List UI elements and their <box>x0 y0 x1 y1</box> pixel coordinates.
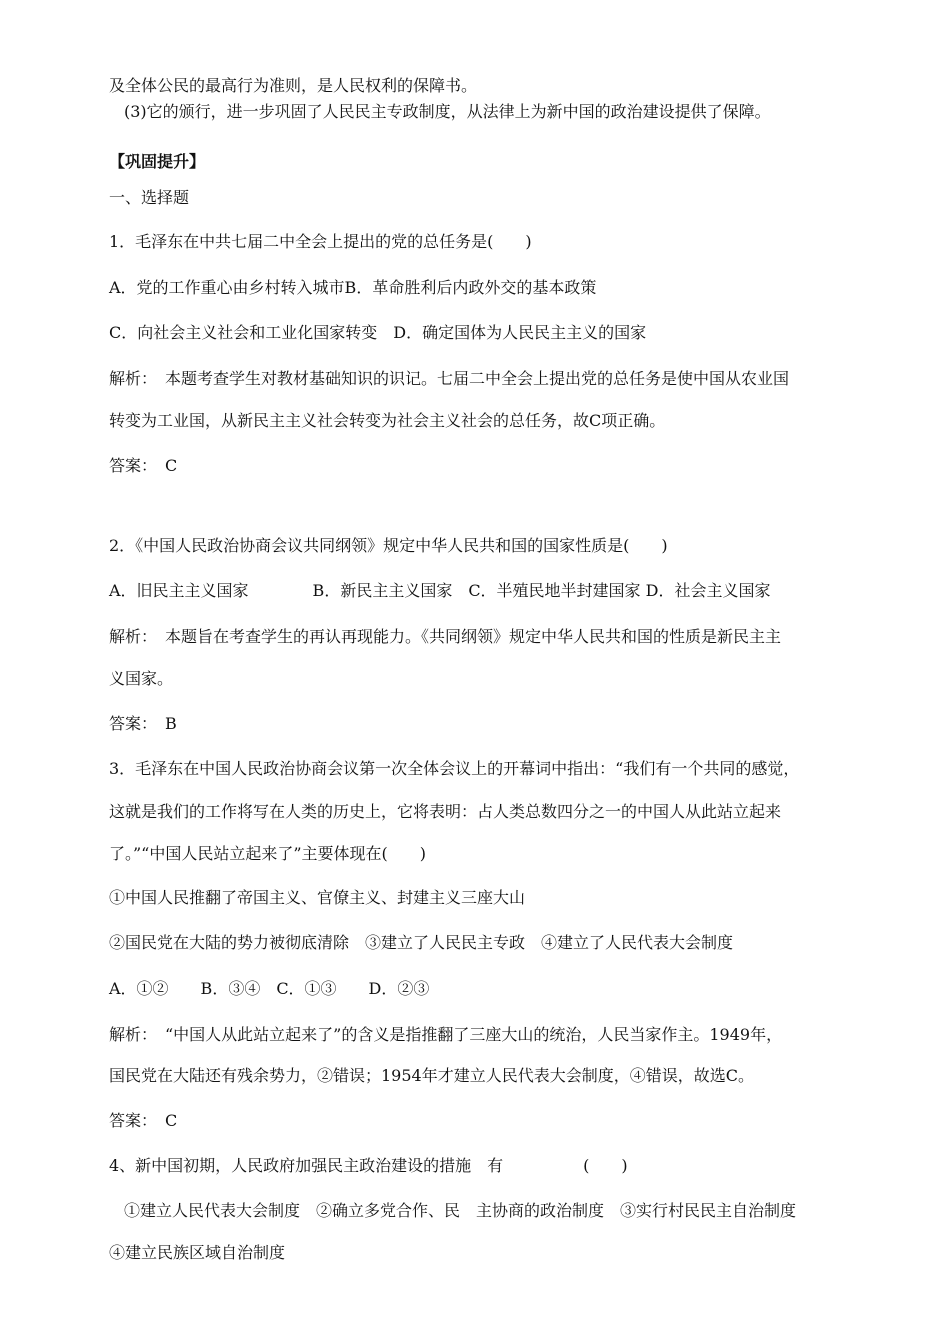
question-2-answer: 答案： B <box>109 714 177 733</box>
question-1-answer: 答案： C <box>109 456 178 475</box>
text-line-intro-1: 及全体公民的最高行为准则，是人民权利的保障书。 <box>109 76 478 95</box>
question-3-statement-2: ②国民党在大陆的势力被彻底清除 ③建立了人民民主专政 ④建立了人民代表大会制度 <box>109 933 734 952</box>
question-3-stem-3: 了。”“中国人民站立起来了”主要体现在( ) <box>109 844 427 863</box>
part-heading: 一、选择题 <box>109 188 190 207</box>
question-3-statement-1: ①中国人民推翻了帝国主义、官僚主义、封建主义三座大山 <box>109 888 526 907</box>
question-2-explanation-2: 义国家。 <box>109 669 174 688</box>
section-heading: 【巩固提升】 <box>109 152 206 171</box>
question-2-options: A．旧民主主义国家 B．新民主主义国家 C．半殖民地半封建国家 D．社会主义国家 <box>109 581 771 600</box>
question-3-explanation-1: 解析： “中国人从此站立起来了”的含义是指推翻了三座大山的统治，人民当家作主。1949年， <box>109 1025 783 1044</box>
text-line-intro-2: (3)它的颁行，进一步巩固了人民民主专政制度，从法律上为新中国的政治建设提供了保障。 <box>124 102 771 121</box>
question-3-stem-2: 这就是我们的工作将写在人类的历史上，它将表明：占人类总数四分之一的中国人从此站立起来 <box>109 802 782 821</box>
question-1-explanation-2: 转变为工业国，从新民主主义社会转变为社会主义社会的总任务，故C项正确。 <box>109 411 666 430</box>
question-1-options-cd: C．向社会主义社会和工业化国家转变 D．确定国体为人民民主主义的国家 <box>109 323 647 342</box>
question-2-stem: 2．《中国人民政治协商会议共同纲领》规定中华人民共和国的国家性质是( ) <box>109 536 668 555</box>
question-3-options: A．①② B．③④ C．①③ D．②③ <box>109 979 430 998</box>
question-1-options-ab: A．党的工作重心由乡村转入城市B．革命胜利后内政外交的基本政策 <box>109 278 597 297</box>
question-3-stem-1: 3．毛泽东在中国人民政治协商会议第一次全体会议上的开幕词中指出：“我们有一个共同的感觉， <box>109 759 800 778</box>
question-1-explanation-1: 解析： 本题考查学生对教材基础知识的识记。七届二中全会上提出党的总任务是使中国从农业国 <box>109 369 790 388</box>
question-3-answer: 答案： C <box>109 1111 178 1130</box>
question-3-explanation-2: 国民党在大陆还有残余势力，②错误；1954年才建立人民代表大会制度，④错误，故选C。 <box>109 1066 754 1085</box>
question-4-statements-1: ①建立人民代表大会制度 ②确立多党合作、民 主协商的政治制度 ③实行村民民主自治制度 <box>124 1201 797 1220</box>
question-4-statements-2: ④建立民族区域自治制度 <box>109 1243 286 1262</box>
question-1-stem: 1．毛泽东在中共七届二中全会上提出的党的总任务是( ) <box>109 232 532 251</box>
question-4-stem: 4、新中国初期，人民政府加强民主政治建设的措施 有 ( ) <box>109 1156 628 1175</box>
question-2-explanation-1: 解析： 本题旨在考查学生的再认再现能力。《共同纲领》规定中华人民共和国的性质是新民主主 <box>109 627 782 646</box>
